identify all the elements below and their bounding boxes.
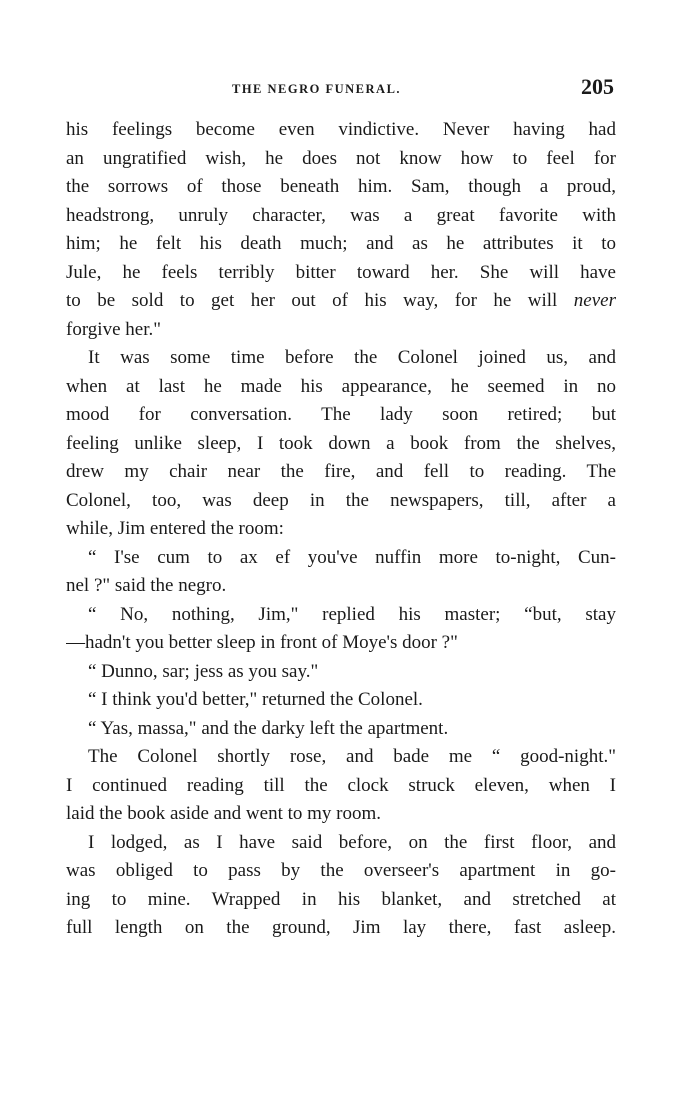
text-line: forgive her.": [66, 318, 161, 340]
text-line: drew my chair near the fire, and fell to reading. The: [66, 461, 616, 482]
text-line: his feelings become even vindictive. Never having had: [66, 119, 616, 140]
text-line: ing to mine. Wrapped in his blanket, and stretched at: [66, 888, 616, 910]
text-line: to be sold to get her out of his way, for he will never: [66, 290, 616, 311]
text-line: feeling unlike sleep, I took down a book from the shelves,: [66, 432, 616, 454]
text-line: the sorrows of those beneath him. Sam, though a proud,: [66, 176, 616, 197]
text-line: while, Jim entered the room:: [66, 518, 284, 539]
body-text: [66, 116, 616, 943]
text-line: “ Dunno, sar; jess as you say.": [88, 660, 319, 682]
text-line: The Colonel shortly rose, and bade me “ good-night.": [88, 746, 616, 767]
text-line: was obliged to pass by the overseer's apartment in go-: [66, 860, 616, 881]
text-line: It was some time before the Colonel joined us, and: [88, 347, 616, 368]
text-line: mood for conversation. The lady soon retired; but: [66, 404, 616, 425]
text-line: “ I think you'd better," returned the Colonel.: [88, 689, 423, 710]
text-line: nel ?" said the negro.: [66, 575, 227, 596]
text-line: “ No, nothing, Jim," replied his master; “but, stay: [88, 603, 616, 625]
text-line: I continued reading till the clock struck eleven, when I: [66, 774, 616, 796]
text-line: him; he felt his death much; and as he attributes it to: [66, 233, 616, 254]
text-line: full length on the ground, Jim lay there, fast asleep.: [66, 917, 616, 938]
text-line: “ I'se cum to ax ef you've nuffin more to-night, Cun-: [88, 546, 616, 568]
text-line: I lodged, as I have said before, on the first floor, and: [88, 831, 616, 853]
text-line: “ Yas, massa," and the darky left the apartment.: [88, 717, 449, 739]
text-line: —hadn't you better sleep in front of Moye's door ?": [66, 632, 458, 653]
page-number: 205: [581, 74, 614, 99]
running-title: THE NEGRO FUNERAL.: [232, 82, 402, 96]
text-line: headstrong, unruly character, was a great favorite with: [66, 204, 616, 226]
book-page: [66, 74, 616, 943]
text-line: Jule, he feels terribly bitter toward her. She will have: [66, 261, 616, 283]
running-head: [66, 74, 616, 104]
italic-word: never: [573, 290, 616, 311]
text-line: an ungratified wish, he does not know how to feel for: [66, 147, 616, 169]
text-line: when at last he made his appearance, he seemed in no: [66, 375, 616, 397]
text-line: laid the book aside and went to my room.: [66, 803, 382, 824]
text-line: Colonel, too, was deep in the newspapers, till, after a: [66, 489, 616, 511]
